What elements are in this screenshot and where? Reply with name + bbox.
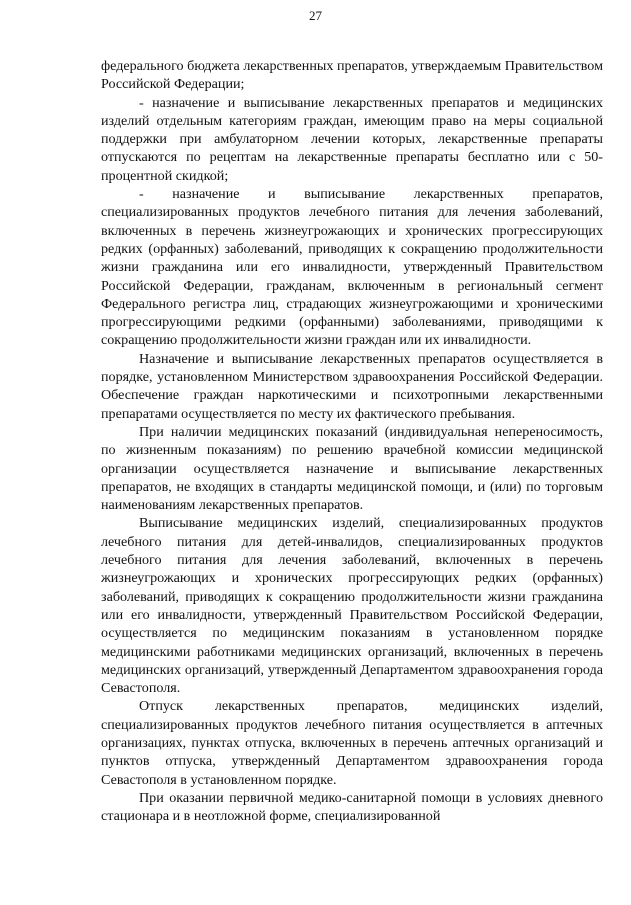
- paragraph: - назначение и выписывание лекарственных препаратов, специализированных продуктов лечебного питания для лечения заболеваний, включенных в перечень жизнеугрожающих и хронических прогрессирующих редких (орфанных) заболеваний, приводящих к сокращению продолжительности жизни гражданина или его инвалидности, утвержденный Правительством Российской Федерации, гражданам, включенным в региональный сегмент Федерального регистра лиц, страдающих жизнеугрожающими и хроническими прогрессирующими редкими (орфанными) заболеваниями, приводящими к сокращению продолжительности жизни граждан или их инвалидности.: [101, 186, 603, 349]
- paragraph: Назначение и выписывание лекарственных препаратов осуществляется в порядке, установленном Министерством здравоохранения Российской Федерации. Обеспечение граждан наркотическими и психотропными лекарственными препаратами осуществляется по месту их фактического пребывания.: [101, 350, 603, 422]
- paragraph: При оказании первичной медико-санитарной помощи в условиях дневного стационара и в неотложной форме, специализированной: [101, 789, 603, 825]
- paragraph: - назначение и выписывание лекарственных препаратов и медицинских изделий отдельным категориям граждан, имеющим право на меры социальной поддержки при амбулаторном лечении которых, лекарственные препараты отпускаются по рецептам на лекарственные препараты бесплатно или с 50-процентной скидкой;: [101, 94, 603, 184]
- paragraph: Отпуск лекарственных препаратов, медицинских изделий, специализированных продуктов лечебного питания осуществляется в аптечных организациях, пунктах отпуска, включенных в перечень аптечных организаций и пунктов отпуска, утвержденный Департаментом здравоохранения города Севастополя в установленном порядке.: [101, 698, 603, 788]
- paragraph: федерального бюджета лекарственных препаратов, утверждаемым Правительством Российской Федерации;: [101, 58, 603, 93]
- document-body: [101, 57, 603, 825]
- paragraph: Выписывание медицинских изделий, специализированных продуктов лечебного питания для детей-инвалидов, специализированных продуктов лечебного питания для лечения заболеваний, включенных в перечень жизнеугрожающих и хронических прогрессирующих редких (орфанных) заболеваний, приводящих к сокращению продолжительности жизни гражданина или его инвалидности, утвержденный Правительством Российской Федерации, осуществляется по медицинским показаниям в установленном порядке медицинскими работниками медицинских организаций, включенных в перечень медицинских организаций, утвержденный Департаментом здравоохранения города Севастополя.: [101, 515, 603, 697]
- paragraph: При наличии медицинских показаний (индивидуальная непереносимость, по жизненным показаниям) по решению врачебной комиссии медицинской организации осуществляется назначение и выписывание лекарственных препаратов, не входящих в стандарты медицинской помощи, и (или) по торговым наименованиям лекарственных препаратов.: [101, 423, 603, 514]
- page-number: 27: [309, 8, 322, 23]
